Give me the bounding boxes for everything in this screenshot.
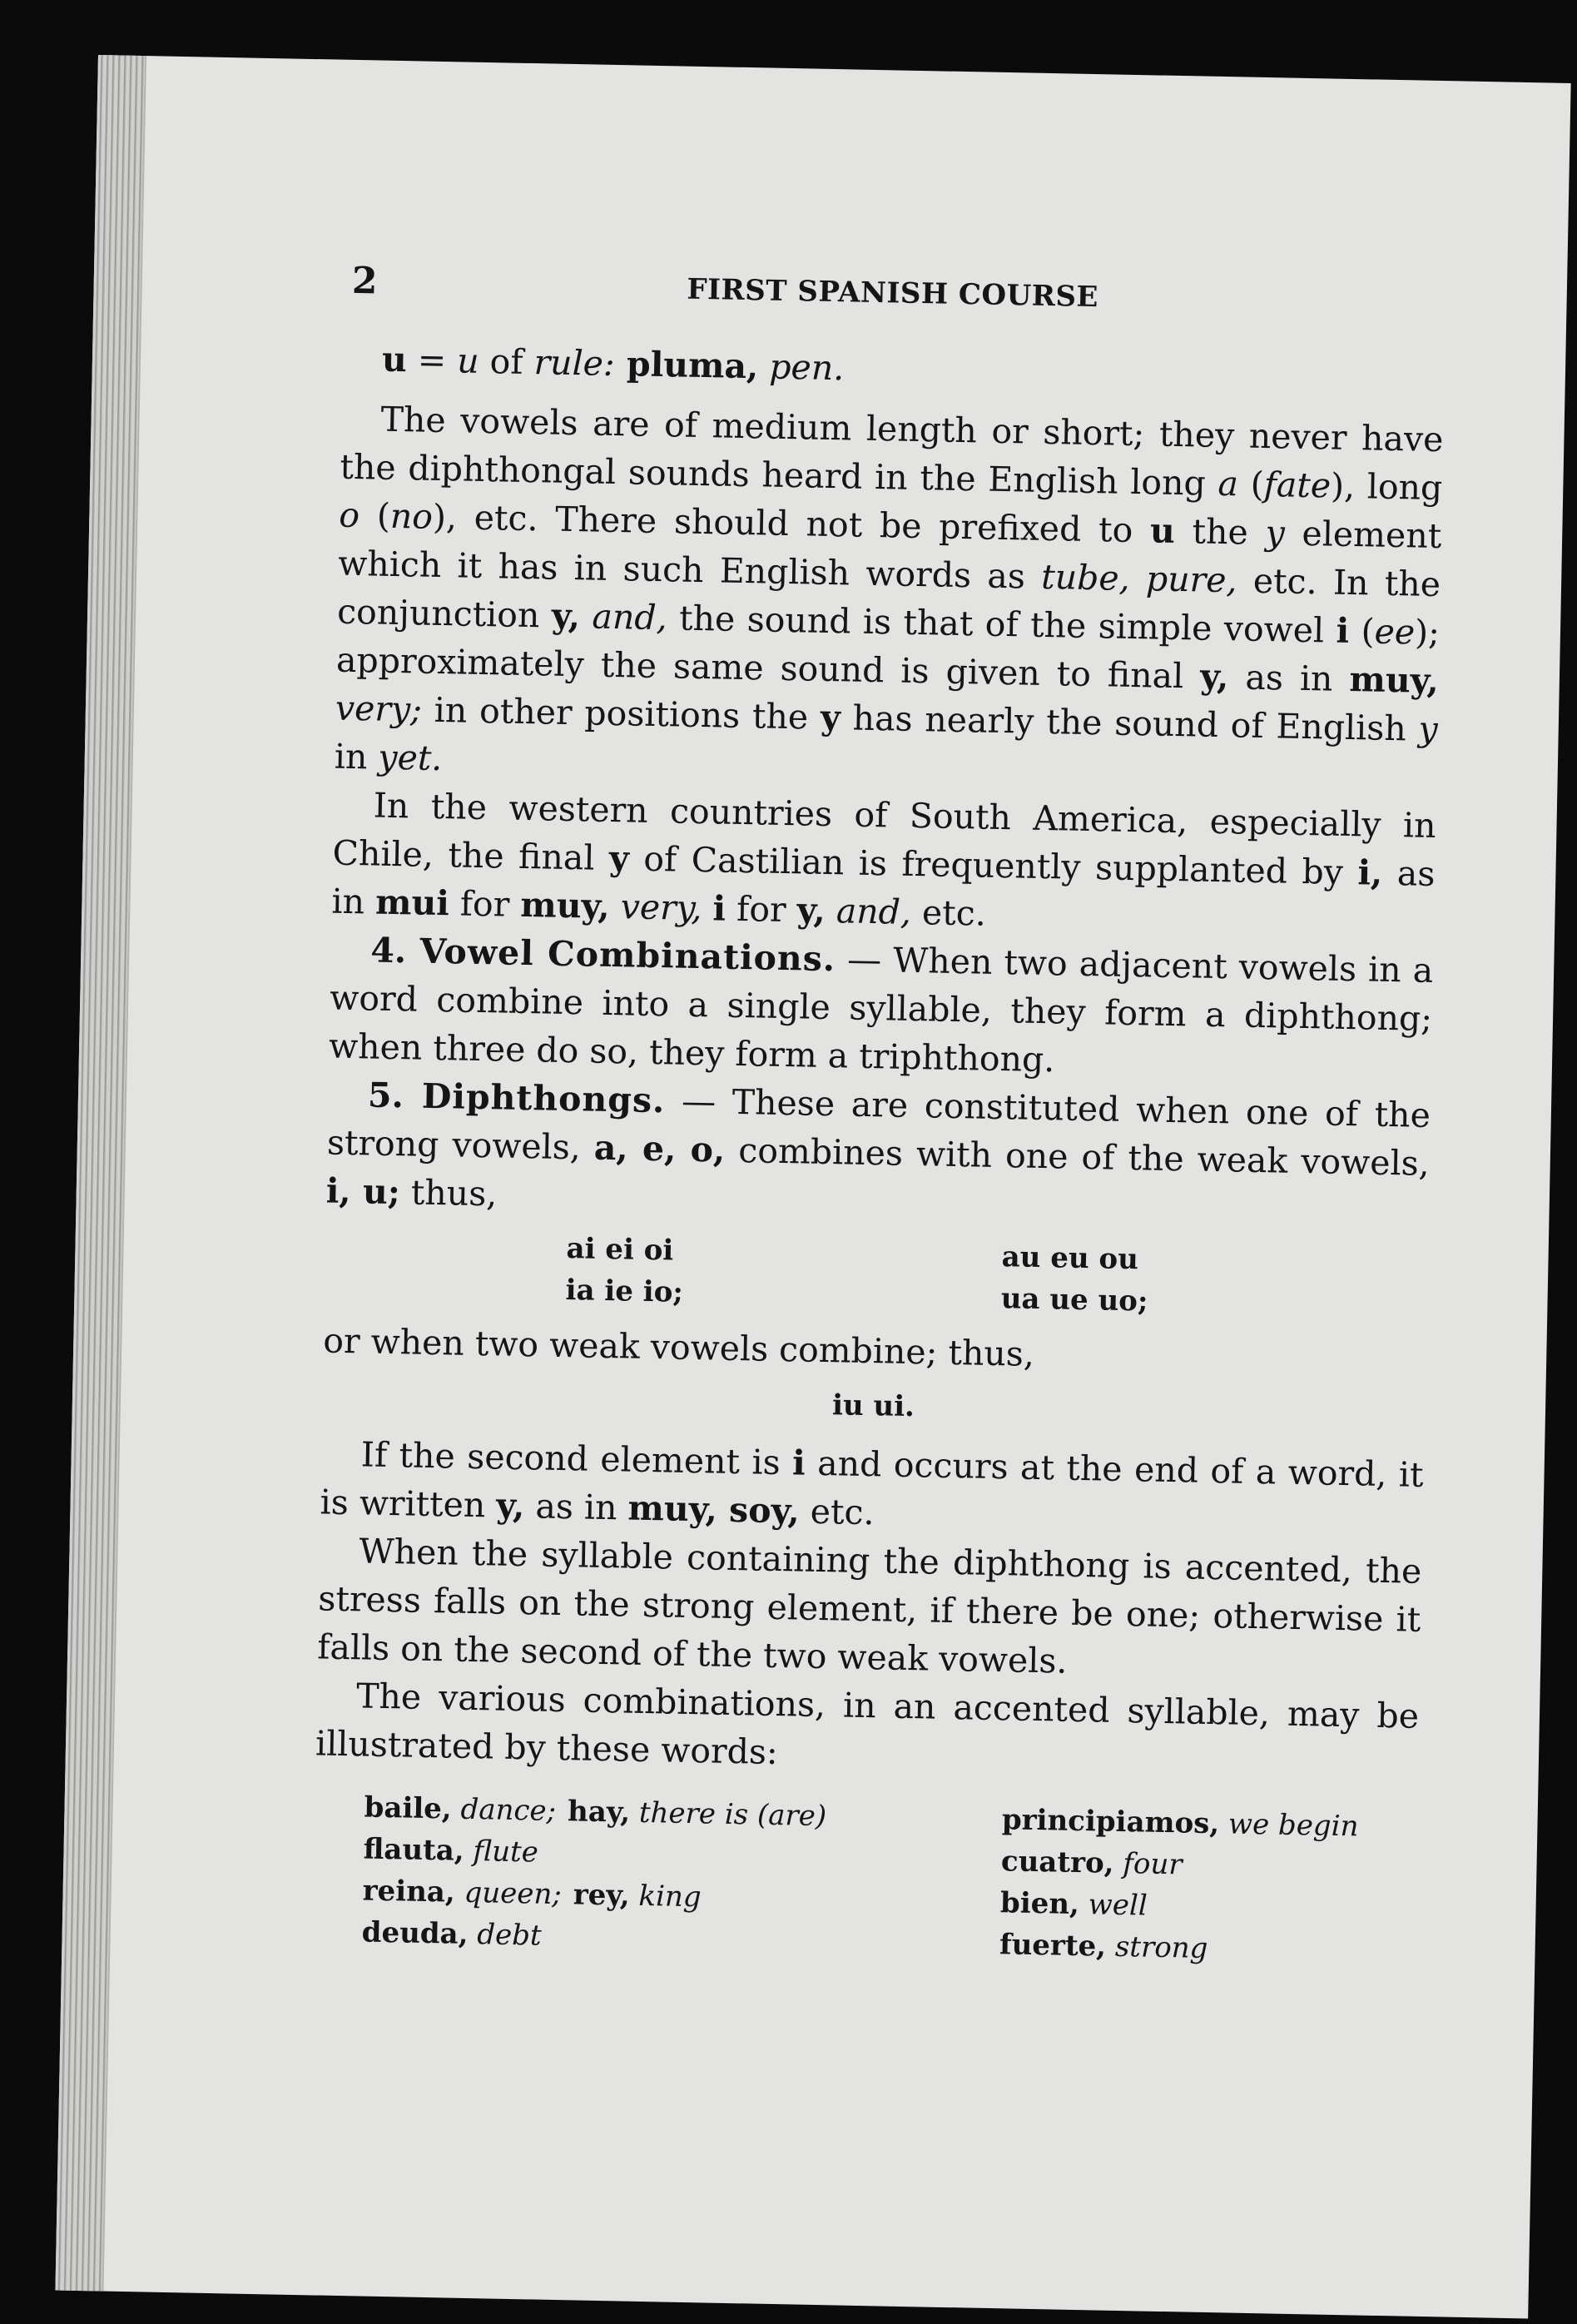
diphthong-table: [565, 1228, 1149, 1322]
u-vowel-line: u = u of rule: pluma, pen.: [381, 339, 845, 389]
example-row: flauta, flute: [363, 1832, 539, 1870]
example-column-left: [361, 1787, 826, 1963]
section-5-diphthongs: 5. Diphthongs. — These are constituted when one of the strong vowels, a, e, o, combines with one of the weak vowels, i, u; thus,: [325, 1075, 1431, 1214]
paragraph-combinations: The various combinations, in an accented syllable, may be illustrated by these words:: [315, 1676, 1420, 1773]
paragraph-south-america: In the western countries of South America, especially in Chile, the final y of Castilian is frequently supplanted by i, as in mui for muy, very, i for y, and, etc.: [331, 785, 1436, 934]
example-row: cuatro, four: [1000, 1845, 1183, 1882]
example-column-right: [999, 1799, 1359, 1972]
page-number: 2: [351, 259, 378, 303]
paragraph-second-element: If the second element is i and occurs at the end of a word, it is written y, as in muy, soy, etc.: [320, 1434, 1425, 1533]
diphthong-column-right: au eu ou ua ue uo;: [1000, 1240, 1148, 1318]
paragraph-stress: When the syllable containing the diphthong is accented, the stress falls on the strong element, if there be one; otherwise it falls on the second of the two weak vowels.: [316, 1531, 1422, 1681]
section-number: 4.: [369, 930, 407, 971]
section-number: 5.: [367, 1075, 404, 1116]
page-spine-edge: [55, 55, 146, 2292]
example-row: reina, queen; rey, king: [362, 1874, 702, 1914]
page-body: [311, 335, 1445, 1974]
section-heading: Diphthongs.: [403, 1075, 666, 1121]
book-page: [55, 55, 1570, 2318]
example-row: principiamos, we begin: [1001, 1803, 1359, 1844]
example-row: fuerte, strong: [999, 1928, 1208, 1966]
page-header: [351, 260, 1434, 330]
running-title: FIRST SPANISH COURSE: [687, 272, 1099, 315]
diphthong-column-left: ai ei oi ia ie io;: [565, 1232, 684, 1309]
section-4-vowel-combinations: 4. Vowel Combinations. — When two adjacent vowels in a word combine into a single syllable, they form a diphthong; when three do so, they form a triphthong.: [328, 930, 1434, 1080]
paragraph-vowel-length: The vowels are of medium length or short; they never have the diphthongal sounds heard in the English long a (fate), long o (no), etc. There should not be prefixed to u the y element which it has in such English words as tube, pure, etc. In the conjunction y, and, the sound is that of the simple vowel i (ee); approximately the same sound is given to final y, as in muy, very; in other positions the y has nearly the sound of English y in yet.: [334, 399, 1444, 779]
example-words: [361, 1787, 1359, 1973]
weak-vowels-line: or when two weak vowels combine; thus,: [322, 1320, 1035, 1374]
weak-combination: iu ui.: [831, 1388, 915, 1424]
example-row: bien, well: [999, 1886, 1148, 1923]
section-heading: Vowel Combinations.: [405, 931, 836, 980]
example-row: baile, dance; hay, there is (are): [364, 1790, 827, 1834]
example-row: deuda, debt: [361, 1915, 543, 1953]
